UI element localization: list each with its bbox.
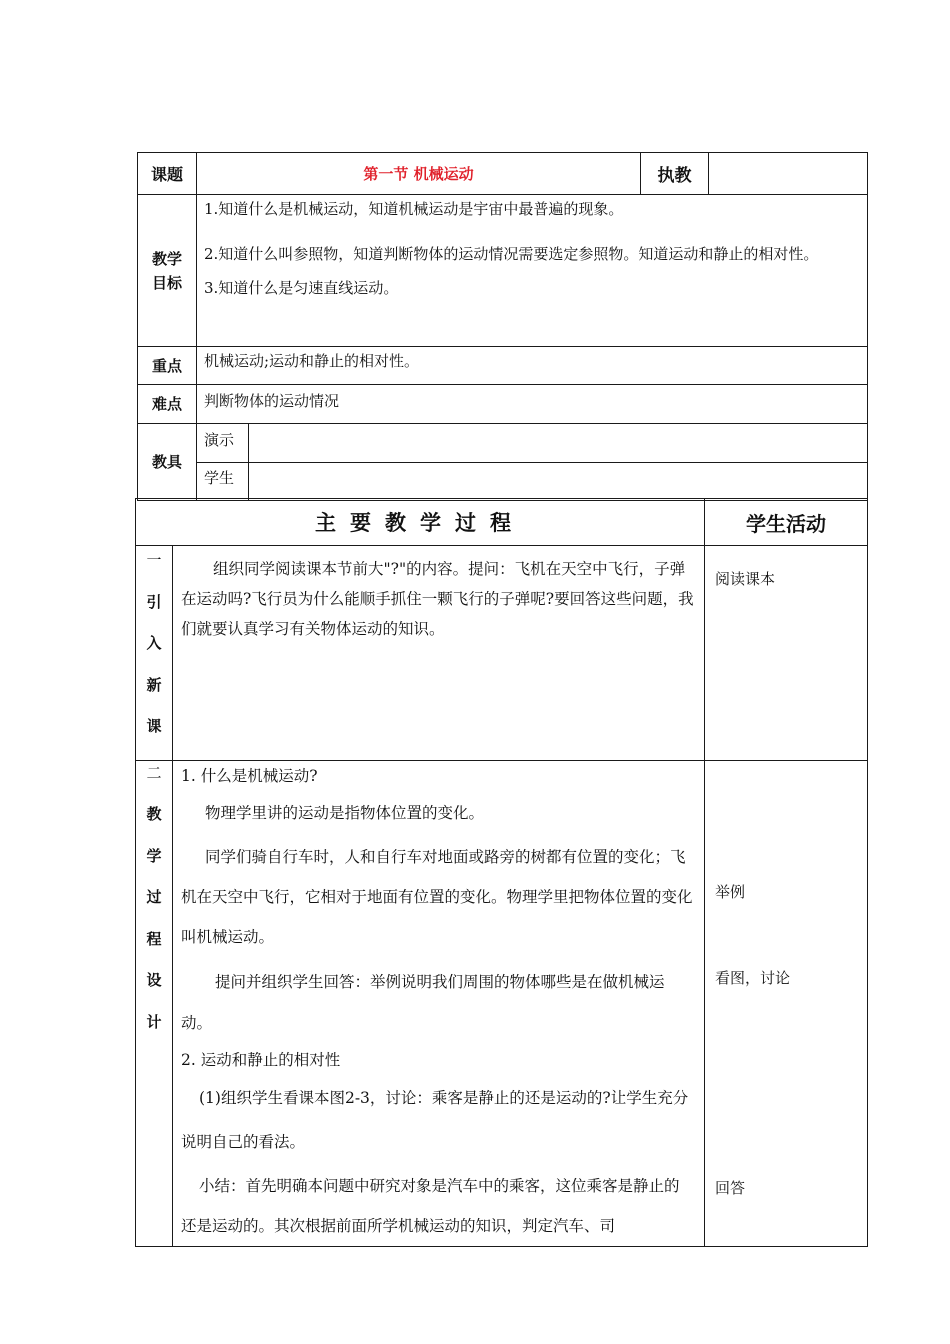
section-body-design [173,760,705,1246]
section-label-char: 设 [146,971,162,989]
activity-item: 看图，讨论 [715,968,791,987]
tools-label: 教具 [138,424,197,501]
section-label-char: 学 [146,846,162,865]
process-header: 主要教学过程 [136,499,705,546]
activity-header: 学生活动 [705,499,868,546]
tools-demo-value [249,424,868,463]
paragraph: (1)组织学生看课本图2-3，讨论：乘客是静止的还是运动的?让学生充分说明自己的看法。 [181,1088,689,1151]
section-label-char: 入 [146,634,162,652]
teacher-label: 执教 [641,153,709,195]
goal-item: 1.知道什么是机械运动，知道机械运动是宇宙中最普遍的现象。 [204,200,624,218]
goals-label [138,195,197,347]
tools-student-label: 学生 [197,463,249,501]
key-point-label: 重点 [138,347,197,385]
goal-item: 2.知道什么叫参照物，知道判断物体的运动情况需要选定参照物。知道运动和静止的相对性。 [204,245,819,263]
tools-student-value [249,463,868,501]
section-body-intro [173,546,705,761]
difficulty-text: 判断物体的运动情况 [197,385,868,424]
tools-demo-label: 演示 [197,424,249,463]
paragraph: 同学们骑自行车时，人和自行车对地面或路旁的树都有位置的变化；飞机在天空中飞行，它相对于地面有位置的变化。物理学里把物体位置的变化叫机械运动。 [181,847,693,946]
section-activity-design [705,760,868,1246]
difficulty-label: 难点 [138,385,197,424]
activity-item: 举例 [715,882,746,901]
goals-content [197,195,868,347]
activity-item: 回答 [715,1178,746,1197]
section-label-char: 课 [146,717,162,735]
section-label-char: 教 [146,805,162,823]
paragraph: 2. 运动和静止的相对性 [181,1050,341,1069]
paragraph: 组织同学阅读课本节前大"?"的内容。提问：飞机在天空中飞行，子弹在运动吗?飞行员为什么能顺手抓住一颗飞行的子弹呢?要回答这些问题，我们就要认真学习有关物体运动的知识。 [181,560,694,638]
section-label-char: 引 [146,592,162,611]
section-label-char: 二 [146,763,162,782]
section-label-char: 一 [146,551,162,569]
section-activity-intro [705,546,868,761]
paragraph: 1. 什么是机械运动? [181,766,318,785]
paragraph: 小结：首先明确本问题中研究对象是汽车中的乘客，这位乘客是静止的还是运动的。其次根据前面所学机械运动的知识，判定汽车、司 [181,1176,680,1235]
section-label-char: 过 [146,888,162,906]
section-label-intro [136,546,173,761]
lesson-title: 第一节 机械运动 [197,153,641,195]
lesson-info-table [137,152,868,501]
goals-label-text: 教学目标 [151,249,182,292]
topic-label: 课题 [138,153,197,195]
section-label-char: 程 [146,929,162,948]
process-table [135,498,868,1247]
key-point-text: 机械运动;运动和静止的相对性。 [197,347,868,385]
section-label-char: 新 [146,675,162,694]
section-label-char: 计 [146,1012,162,1031]
section-label-design [136,760,173,1246]
teacher-value [709,153,868,195]
activity-item: 阅读课本 [715,570,776,588]
paragraph: 物理学里讲的运动是指物体位置的变化。 [205,803,485,822]
goal-item: 3.知道什么是匀速直线运动。 [204,279,399,297]
paragraph: 提问并组织学生回答：举例说明我们周围的物体哪些是在做机械运动。 [181,972,665,1032]
